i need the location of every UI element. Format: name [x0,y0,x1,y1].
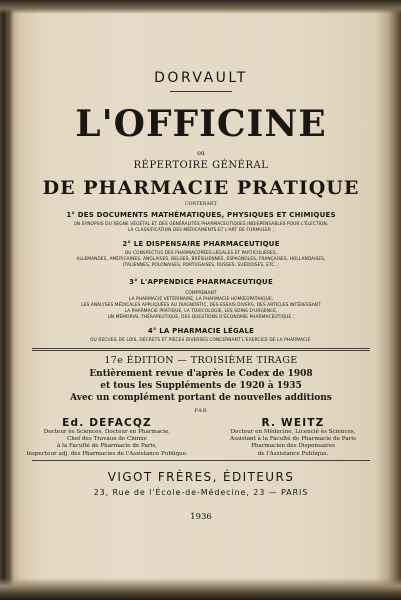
par-label: PAR [194,408,208,414]
editor-credential: Docteur ès Sciences, Docteur en Pharmacie, [43,429,171,435]
editor-credential: Chef des Travaux de Chimie [66,436,148,443]
section-heading-4: 4° LA PHARMACIE LÉGALE [147,327,255,335]
section-2-line: ALLEMANDES, AMÉRICAINES, ANGLAISES, BELGES, BRÉSILIENNES, ESPAGNOLES, FRANÇAISES, HOLLANDAISES, [76,257,326,262]
subtitle-main: DE PHARMACIE PRATIQUE [42,177,360,199]
subtitle: RÉPERTOIRE GÉNÉRAL [133,160,269,171]
editor-name: Ed. DEFACQZ [62,417,152,429]
editor-credential: Assistant à la Faculté de Pharmacie de Paris [230,436,356,443]
book-title: L'OFFICINE [75,103,327,145]
section-2-line: ITALIENNES, POLONAISES, PORTUGAISES, RUSSES, SUÉDOISES, ETC. ; [123,263,279,268]
section-heading-2: 2° LE DISPENSAIRE PHARMACEUTIQUE [122,240,280,248]
section-1-line: LA CLASSIFICATION DES MÉDICAMENTS ET L'ART DE FORMULER ; [127,228,275,233]
edition-line: Entièrement revue d'après le Codex de 1908 [89,369,313,379]
publisher-name: VIGOT FRÈRES, ÉDITEURS [107,470,295,484]
section-4-line: OU RECUEIL DE LOIS, DÉCRETS ET PIÈCES DIVERSES CONCERNANT L'EXERCICE DE LA PHARMACIE. [90,338,312,343]
section-3-line: COMPRENANT [185,291,217,296]
publisher-address: 23, Rue de l'École-de-Médecine, 23 — PARIS [93,488,309,497]
author-name: DORVAULT [154,70,248,86]
divider [32,460,370,461]
section-details-2 [20,251,382,269]
section-3-line: LA PHARMACIE VÉTÉRINAIRE, LA PHARMACIE HOMŒOPATHIQUE, [128,297,274,302]
contenant-label: CONTENANT [185,202,217,207]
editor-credential: Pharmacien des Dispensaires [251,443,335,450]
editor-left [22,417,192,458]
book-gutter [8,10,18,588]
section-3-line: LES ANALYSES MÉDICALES APPLIQUÉES AU DIAGNOSTIC, DES ESSAIS DIVERS, DES ARTICLES INTÉRESSANT [81,303,321,308]
editor-credential: Inspecteur adj. des Pharmacies de l'Assistance Publique. [26,450,188,457]
editor-credential: à la Faculté de Pharmacie de Paris, [56,443,158,450]
divider [32,348,370,349]
section-2-line: OU CONSPECTUS DES PHARMACOPÉES LÉGALES ET PARTICULIÈRES, [124,251,278,256]
title-conjunction: ou [197,150,205,157]
author-rule [170,91,232,92]
section-3-line: UN MÉMORIAL THÉRAPEUTIQUE, DES QUESTIONS D'ÉCONOMIE PHARMACEUTIQUE ; [107,315,295,320]
section-3-line: LA PHARMACIE PRATIQUE, LA TOXICOLOGIE, LES SOINS D'URGENCE, [124,309,278,314]
editor-credential: Docteur en Médecine, Licencié ès Sciences, [230,429,356,435]
section-details-1 [20,222,382,234]
section-details-4 [20,338,382,344]
edition-label: 17e ÉDITION — TROISIÈME TIRAGE [104,355,298,366]
edition-line: et tous les Suppléments de 1920 à 1935 [100,381,302,391]
section-1-line: UN SYNOPSIS DU RÈGNE VÉGÉTAL ET DES GÉNÉRALITÉS PHARMACEUTIQUES INDISPENSABLES POUR L'ÉLECTION, [73,222,329,227]
publication-year: 1936 [190,512,212,522]
editor-right [208,417,378,458]
title-page [20,12,382,586]
edition-line: Avec un complément portant de nouvelles additions [70,393,332,403]
section-heading-1: 1° DES DOCUMENTS MATHÉMATIQUES, PHYSIQUES ET CHIMIQUES [66,211,336,219]
editor-name: R. WEITZ [261,417,325,429]
editor-credential: de l'Assistance Publique. [257,450,329,457]
divider [32,350,370,351]
section-heading-3: 3° L'APPENDICE PHARMACEUTIQUE [129,278,273,286]
section-details-3 [20,291,382,321]
